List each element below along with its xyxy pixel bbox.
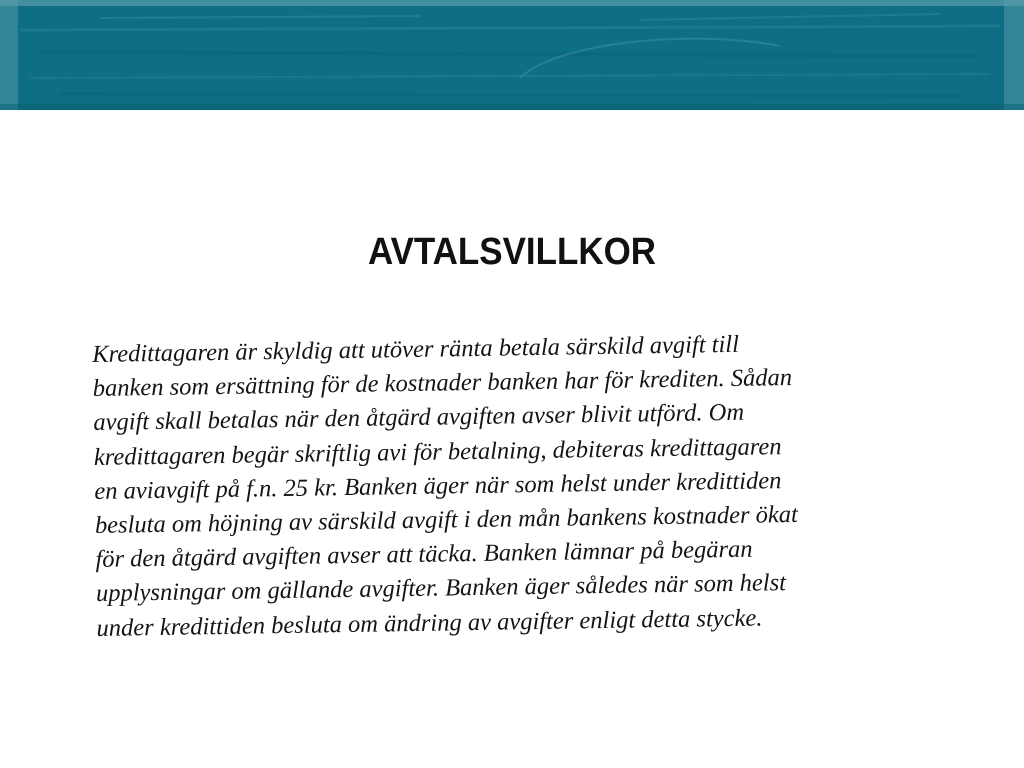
terms-line: kredittagaren begär skriftlig avi för betalning, debiteras kredittagaren [93, 432, 782, 471]
terms-line: för den åtgärd avgiften avser att täcka. Banken lämnar på begäran [95, 535, 753, 574]
terms-line: Kredittagaren är skyldig att utöver ränta betala särskild avgift till [92, 330, 740, 368]
terms-line: upplysningar om gällande avgifter. Banken äger således när som helst [95, 569, 787, 608]
banner-texture [0, 0, 1024, 110]
terms-text-block [92, 324, 969, 645]
terms-line: under kredittiden besluta om ändring av avgifter enligt detta stycke. [96, 604, 763, 642]
header-banner [0, 0, 1024, 110]
slide-title: AVTALSVILLKOR [367, 231, 657, 273]
terms-line: banken som ersättning för de kostnader banken har för krediten. Sådan [92, 364, 793, 403]
terms-line: en aviavgift på f.n. 25 kr. Banken äger när som helst under kredittiden [94, 466, 782, 505]
terms-line: besluta om höjning av särskild avgift i den mån bankens kostnader ökat [94, 500, 799, 539]
terms-line: avgift skall betalas när den åtgärd avgiften avser blivit utförd. Om [93, 399, 745, 437]
